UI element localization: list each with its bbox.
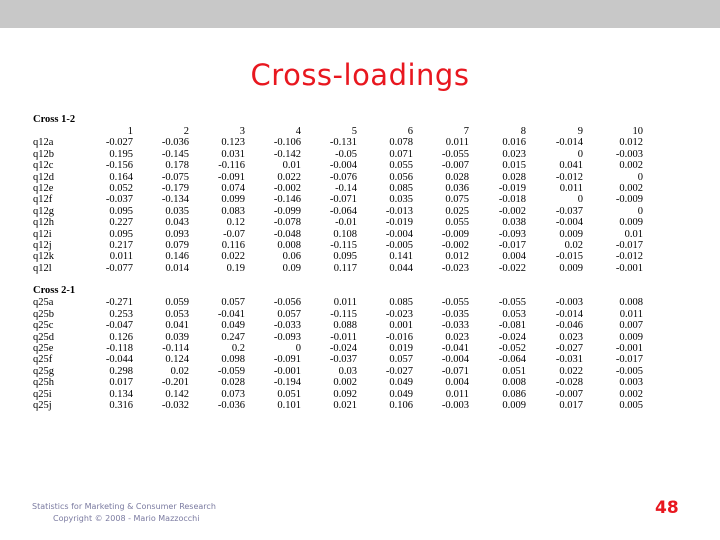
loading-value: 0.106 xyxy=(389,399,413,411)
loading-value: 0.007 xyxy=(619,320,643,332)
loading-value: 0 xyxy=(577,148,583,160)
loading-value: 0.247 xyxy=(221,331,245,343)
loading-value: 0.002 xyxy=(619,183,643,195)
loading-value: 0.083 xyxy=(221,205,245,217)
loading-value: -0.036 xyxy=(161,137,189,149)
loading-value: 0.008 xyxy=(502,377,526,389)
loadings-table xyxy=(33,126,643,274)
loading-value: -0.044 xyxy=(105,354,133,366)
loading-value: -0.007 xyxy=(441,160,469,172)
loading-value: -0.027 xyxy=(555,342,583,354)
loading-value: 0.011 xyxy=(109,251,133,263)
loading-value: 0.011 xyxy=(445,137,469,149)
column-header: 10 xyxy=(632,126,643,137)
section-title: Cross 1-2 xyxy=(33,114,76,125)
loading-value: 0.085 xyxy=(389,183,413,195)
loading-value: 0.017 xyxy=(559,399,583,411)
loading-value: 0.108 xyxy=(333,228,357,240)
table-row xyxy=(33,240,643,251)
top-bar xyxy=(0,0,720,28)
loading-value: -0.14 xyxy=(335,183,357,195)
loading-value: 0.023 xyxy=(445,331,469,343)
loading-value: -0.007 xyxy=(555,388,583,400)
loading-value: -0.001 xyxy=(615,342,643,354)
loadings-table xyxy=(33,297,643,411)
loading-value: -0.146 xyxy=(273,194,301,206)
slide-title: Cross-loadings xyxy=(250,58,470,92)
loading-value: -0.036 xyxy=(217,399,245,411)
loading-value: 0.124 xyxy=(165,354,189,366)
loading-value: -0.028 xyxy=(555,377,583,389)
loading-value: -0.012 xyxy=(615,251,643,263)
loading-value: -0.009 xyxy=(441,228,469,240)
loading-value: 0 xyxy=(637,171,643,183)
loading-value: 0.099 xyxy=(221,194,245,206)
loading-value: -0.024 xyxy=(329,342,357,354)
loading-value: 0.039 xyxy=(165,331,189,343)
loading-value: -0.01 xyxy=(335,217,357,229)
loading-value: -0.002 xyxy=(273,183,301,195)
loading-value: -0.019 xyxy=(498,183,526,195)
loading-value: 0.031 xyxy=(221,148,245,160)
loading-value: -0.037 xyxy=(329,354,357,366)
loading-value: 0.053 xyxy=(165,308,189,320)
row-label: q25e xyxy=(33,342,54,354)
loading-value: 0.011 xyxy=(333,297,357,309)
loading-value: 0.044 xyxy=(389,262,413,274)
loading-value: -0.002 xyxy=(441,240,469,252)
loading-value: 0.095 xyxy=(109,205,133,217)
loading-value: 0.053 xyxy=(502,308,526,320)
row-label: q12a xyxy=(33,137,54,149)
loading-value: 0.019 xyxy=(389,342,413,354)
table-row xyxy=(33,251,643,262)
loading-value: -0.064 xyxy=(498,354,526,366)
column-header: 9 xyxy=(577,126,583,137)
page-number: 48 xyxy=(655,498,679,518)
table-row xyxy=(33,263,643,274)
loading-value: -0.179 xyxy=(161,183,189,195)
loading-value: 0.093 xyxy=(165,228,189,240)
loading-value: 0.19 xyxy=(226,262,245,274)
loading-value: 0.041 xyxy=(165,320,189,332)
loading-value: -0.017 xyxy=(615,354,643,366)
loading-value: -0.004 xyxy=(329,160,357,172)
loading-value: 0.017 xyxy=(109,377,133,389)
loading-value: 0.055 xyxy=(445,217,469,229)
loading-value: -0.009 xyxy=(615,194,643,206)
loading-value: 0.126 xyxy=(109,331,133,343)
loading-value: 0.164 xyxy=(109,171,133,183)
loading-value: -0.017 xyxy=(615,240,643,252)
loading-value: -0.014 xyxy=(555,308,583,320)
loading-value: 0.009 xyxy=(559,262,583,274)
row-label: q25c xyxy=(33,320,54,332)
table-row xyxy=(33,343,643,354)
table-row xyxy=(33,332,643,343)
loading-value: -0.194 xyxy=(273,377,301,389)
loading-value: 0.022 xyxy=(559,365,583,377)
table-row xyxy=(33,137,643,148)
loading-value: -0.013 xyxy=(385,205,413,217)
loading-value: -0.004 xyxy=(555,217,583,229)
loading-value: -0.015 xyxy=(555,251,583,263)
loading-value: -0.001 xyxy=(615,262,643,274)
row-label: q25b xyxy=(33,308,54,320)
loading-value: -0.004 xyxy=(385,228,413,240)
loading-value: 0.041 xyxy=(559,160,583,172)
loading-value: -0.114 xyxy=(162,342,189,354)
cross-loadings-tables xyxy=(33,114,643,411)
loading-value: 0.316 xyxy=(109,399,133,411)
loading-value: 0.146 xyxy=(165,251,189,263)
row-label: q12g xyxy=(33,205,54,217)
loading-value: -0.091 xyxy=(217,171,245,183)
loading-value: 0.078 xyxy=(389,137,413,149)
loading-value: -0.003 xyxy=(441,399,469,411)
loading-value: 0.009 xyxy=(619,217,643,229)
loading-value: 0.074 xyxy=(221,183,245,195)
loading-value: 0.057 xyxy=(389,354,413,366)
loading-value: -0.201 xyxy=(161,377,189,389)
loading-value: 0.01 xyxy=(624,228,643,240)
loading-value: -0.035 xyxy=(441,308,469,320)
loading-value: -0.115 xyxy=(330,240,357,252)
loading-value: -0.027 xyxy=(105,137,133,149)
loading-value: 0.052 xyxy=(109,183,133,195)
row-label: q12h xyxy=(33,217,54,229)
loading-value: 0 xyxy=(637,205,643,217)
loading-value: 0.012 xyxy=(445,251,469,263)
table-row xyxy=(33,297,643,308)
loading-value: -0.005 xyxy=(615,365,643,377)
column-header: 6 xyxy=(407,126,413,137)
table-row xyxy=(33,217,643,228)
footer-line-1: Statistics for Marketing & Consumer Research xyxy=(32,502,216,511)
table-row xyxy=(33,229,643,240)
loading-value: 0.028 xyxy=(221,377,245,389)
loading-value: -0.099 xyxy=(273,205,301,217)
loading-value: -0.047 xyxy=(105,320,133,332)
header-row xyxy=(33,126,643,137)
loading-value: 0.142 xyxy=(165,388,189,400)
loading-value: 0.092 xyxy=(333,388,357,400)
loading-value: 0.141 xyxy=(389,251,413,263)
loading-value: 0.123 xyxy=(221,137,245,149)
loading-value: 0.057 xyxy=(221,297,245,309)
loading-value: 0.004 xyxy=(502,251,526,263)
loading-value: -0.055 xyxy=(441,297,469,309)
loading-value: -0.059 xyxy=(217,365,245,377)
loading-value: -0.041 xyxy=(217,308,245,320)
loading-value: 0 xyxy=(577,194,583,206)
loading-value: 0.055 xyxy=(389,160,413,172)
loading-value: -0.077 xyxy=(105,262,133,274)
loading-value: -0.271 xyxy=(105,297,133,309)
row-label: q12c xyxy=(33,160,54,172)
loading-value: 0.008 xyxy=(277,240,301,252)
loading-value: -0.023 xyxy=(385,308,413,320)
loading-value: -0.041 xyxy=(441,342,469,354)
loading-value: -0.142 xyxy=(273,148,301,160)
row-label: q25d xyxy=(33,331,54,343)
loading-value: -0.048 xyxy=(273,228,301,240)
table-row xyxy=(33,172,643,183)
loading-value: 0.028 xyxy=(502,171,526,183)
loading-value: -0.018 xyxy=(498,194,526,206)
row-label: q25f xyxy=(33,354,53,366)
loading-value: 0.035 xyxy=(389,194,413,206)
table-row xyxy=(33,206,643,217)
row-label: q25g xyxy=(33,365,54,377)
loading-value: 0.075 xyxy=(445,194,469,206)
row-label: q12d xyxy=(33,171,54,183)
loading-value: 0.298 xyxy=(109,365,133,377)
row-label: q12i xyxy=(33,228,52,240)
loading-value: -0.091 xyxy=(273,354,301,366)
loading-value: -0.024 xyxy=(498,331,526,343)
loading-value: 0.079 xyxy=(165,240,189,252)
loading-value: 0.01 xyxy=(282,160,301,172)
loading-value: 0.035 xyxy=(165,205,189,217)
loading-value: -0.145 xyxy=(161,148,189,160)
row-label: q12f xyxy=(33,194,53,206)
row-label: q12j xyxy=(33,240,52,252)
loading-value: -0.005 xyxy=(385,240,413,252)
loading-value: -0.055 xyxy=(441,148,469,160)
loading-value: 0.023 xyxy=(559,331,583,343)
loading-value: -0.031 xyxy=(555,354,583,366)
loading-value: -0.071 xyxy=(329,194,357,206)
table-row xyxy=(33,389,643,400)
loading-value: 0.049 xyxy=(221,320,245,332)
loading-value: -0.071 xyxy=(441,365,469,377)
loading-value: -0.046 xyxy=(555,320,583,332)
loading-value: 0.014 xyxy=(165,262,189,274)
loading-value: 0.051 xyxy=(502,365,526,377)
row-label: q12e xyxy=(33,183,54,195)
loading-value: -0.07 xyxy=(223,228,245,240)
loading-value: 0.227 xyxy=(109,217,133,229)
loading-value: 0.059 xyxy=(165,297,189,309)
footer xyxy=(32,501,216,525)
loading-value: 0.02 xyxy=(564,240,583,252)
row-label: q25j xyxy=(33,399,52,411)
section-title: Cross 2-1 xyxy=(33,285,76,297)
loading-value: -0.093 xyxy=(498,228,526,240)
loading-value: 0.043 xyxy=(165,217,189,229)
loading-value: 0.011 xyxy=(559,183,583,195)
column-header: 2 xyxy=(183,126,189,137)
loading-value: 0.057 xyxy=(277,308,301,320)
loading-value: 0.253 xyxy=(109,308,133,320)
loading-value: -0.014 xyxy=(555,137,583,149)
table-row xyxy=(33,183,643,194)
loading-value: 0.015 xyxy=(502,160,526,172)
loading-value: 0.021 xyxy=(333,399,357,411)
section-1 xyxy=(33,114,643,274)
loading-value: 0.098 xyxy=(221,354,245,366)
loading-value: -0.064 xyxy=(329,205,357,217)
loading-value: 0.036 xyxy=(445,183,469,195)
loading-value: -0.003 xyxy=(555,297,583,309)
loading-value: -0.093 xyxy=(273,331,301,343)
column-header: 3 xyxy=(239,126,245,137)
loading-value: -0.003 xyxy=(615,148,643,160)
loading-value: 0.022 xyxy=(277,171,301,183)
table-row xyxy=(33,377,643,388)
row-label: q12l xyxy=(33,262,52,274)
header-blank-cell xyxy=(33,126,83,137)
loading-value: 0.101 xyxy=(277,399,301,411)
loading-value: -0.116 xyxy=(218,160,245,172)
loading-value: -0.078 xyxy=(273,217,301,229)
loading-value: 0.003 xyxy=(619,377,643,389)
loading-value: -0.075 xyxy=(161,171,189,183)
loading-value: 0.088 xyxy=(333,320,357,332)
row-label: q12k xyxy=(33,251,54,263)
loading-value: 0.09 xyxy=(282,262,301,274)
loading-value: 0.002 xyxy=(619,160,643,172)
column-header: 8 xyxy=(520,126,526,137)
table-row xyxy=(33,160,643,171)
column-header: 1 xyxy=(127,126,133,137)
row-label: q25i xyxy=(33,388,52,400)
loading-value: 0.002 xyxy=(333,377,357,389)
loading-value: 0.02 xyxy=(170,365,189,377)
loading-value: 0.2 xyxy=(231,342,245,354)
table-row xyxy=(33,400,643,411)
loading-value: -0.004 xyxy=(441,354,469,366)
loading-value: 0.217 xyxy=(109,240,133,252)
loading-value: -0.106 xyxy=(273,137,301,149)
loading-value: 0.049 xyxy=(389,388,413,400)
loading-value: 0.001 xyxy=(389,320,413,332)
loading-value: -0.134 xyxy=(161,194,189,206)
loading-value: 0.178 xyxy=(165,160,189,172)
loading-value: -0.033 xyxy=(273,320,301,332)
loading-value: 0.195 xyxy=(109,148,133,160)
loading-value: -0.076 xyxy=(329,171,357,183)
loading-value: 0.008 xyxy=(619,297,643,309)
loading-value: 0.095 xyxy=(333,251,357,263)
table-row xyxy=(33,320,643,331)
loading-value: -0.052 xyxy=(498,342,526,354)
loading-value: 0.073 xyxy=(221,388,245,400)
loading-value: -0.019 xyxy=(385,217,413,229)
loading-value: 0.009 xyxy=(619,331,643,343)
loading-value: 0.095 xyxy=(109,228,133,240)
loading-value: 0.038 xyxy=(502,217,526,229)
loading-value: -0.023 xyxy=(441,262,469,274)
row-label: q25h xyxy=(33,377,54,389)
loading-value: -0.012 xyxy=(555,171,583,183)
loading-value: -0.056 xyxy=(273,297,301,309)
loading-value: 0.025 xyxy=(445,205,469,217)
loading-value: 0.049 xyxy=(389,377,413,389)
loading-value: -0.115 xyxy=(330,308,357,320)
loading-value: 0.116 xyxy=(221,240,245,252)
loading-value: -0.011 xyxy=(330,331,357,343)
loading-value: 0.002 xyxy=(619,388,643,400)
loading-value: 0.016 xyxy=(502,137,526,149)
loading-value: 0.071 xyxy=(389,148,413,160)
loading-value: 0.03 xyxy=(338,365,357,377)
loading-value: -0.017 xyxy=(498,240,526,252)
loading-value: -0.016 xyxy=(385,331,413,343)
loading-value: -0.037 xyxy=(555,205,583,217)
loading-value: -0.055 xyxy=(498,297,526,309)
loading-value: 0.004 xyxy=(445,377,469,389)
loading-value: -0.032 xyxy=(161,399,189,411)
loading-value: 0 xyxy=(295,342,301,354)
loading-value: 0.022 xyxy=(221,251,245,263)
loading-value: 0.011 xyxy=(619,308,643,320)
loading-value: 0.134 xyxy=(109,388,133,400)
row-label: q25a xyxy=(33,297,54,309)
loading-value: -0.022 xyxy=(498,262,526,274)
loading-value: -0.131 xyxy=(329,137,357,149)
loading-value: -0.156 xyxy=(105,160,133,172)
loading-value: -0.081 xyxy=(498,320,526,332)
column-header: 5 xyxy=(351,126,357,137)
table-row xyxy=(33,194,643,205)
loading-value: -0.05 xyxy=(335,148,357,160)
loading-value: 0.06 xyxy=(282,251,301,263)
loading-value: -0.001 xyxy=(273,365,301,377)
column-header: 7 xyxy=(463,126,469,137)
loading-value: 0.005 xyxy=(619,399,643,411)
loading-value: -0.033 xyxy=(441,320,469,332)
loading-value: -0.027 xyxy=(385,365,413,377)
loading-value: -0.002 xyxy=(498,205,526,217)
loading-value: 0.051 xyxy=(277,388,301,400)
loading-value: 0.085 xyxy=(389,297,413,309)
loading-value: 0.028 xyxy=(445,171,469,183)
loading-value: -0.118 xyxy=(106,342,133,354)
loading-value: 0.023 xyxy=(502,148,526,160)
table-row xyxy=(33,366,643,377)
loading-value: 0.12 xyxy=(226,217,245,229)
loading-value: -0.037 xyxy=(105,194,133,206)
footer-line-2: Copyright © 2008 - Mario Mazzocchi xyxy=(53,514,200,523)
loading-value: 0.056 xyxy=(389,171,413,183)
loading-value: 0.086 xyxy=(502,388,526,400)
loading-value: 0.011 xyxy=(445,388,469,400)
sections-container xyxy=(33,114,643,411)
section-2 xyxy=(33,285,643,411)
loading-value: 0.009 xyxy=(559,228,583,240)
table-row xyxy=(33,309,643,320)
column-header: 4 xyxy=(295,126,301,137)
loading-value: 0.009 xyxy=(502,399,526,411)
table-row xyxy=(33,354,643,365)
row-label: q12b xyxy=(33,148,54,160)
table-row xyxy=(33,149,643,160)
loading-value: 0.012 xyxy=(619,137,643,149)
loading-value: 0.117 xyxy=(333,262,357,274)
